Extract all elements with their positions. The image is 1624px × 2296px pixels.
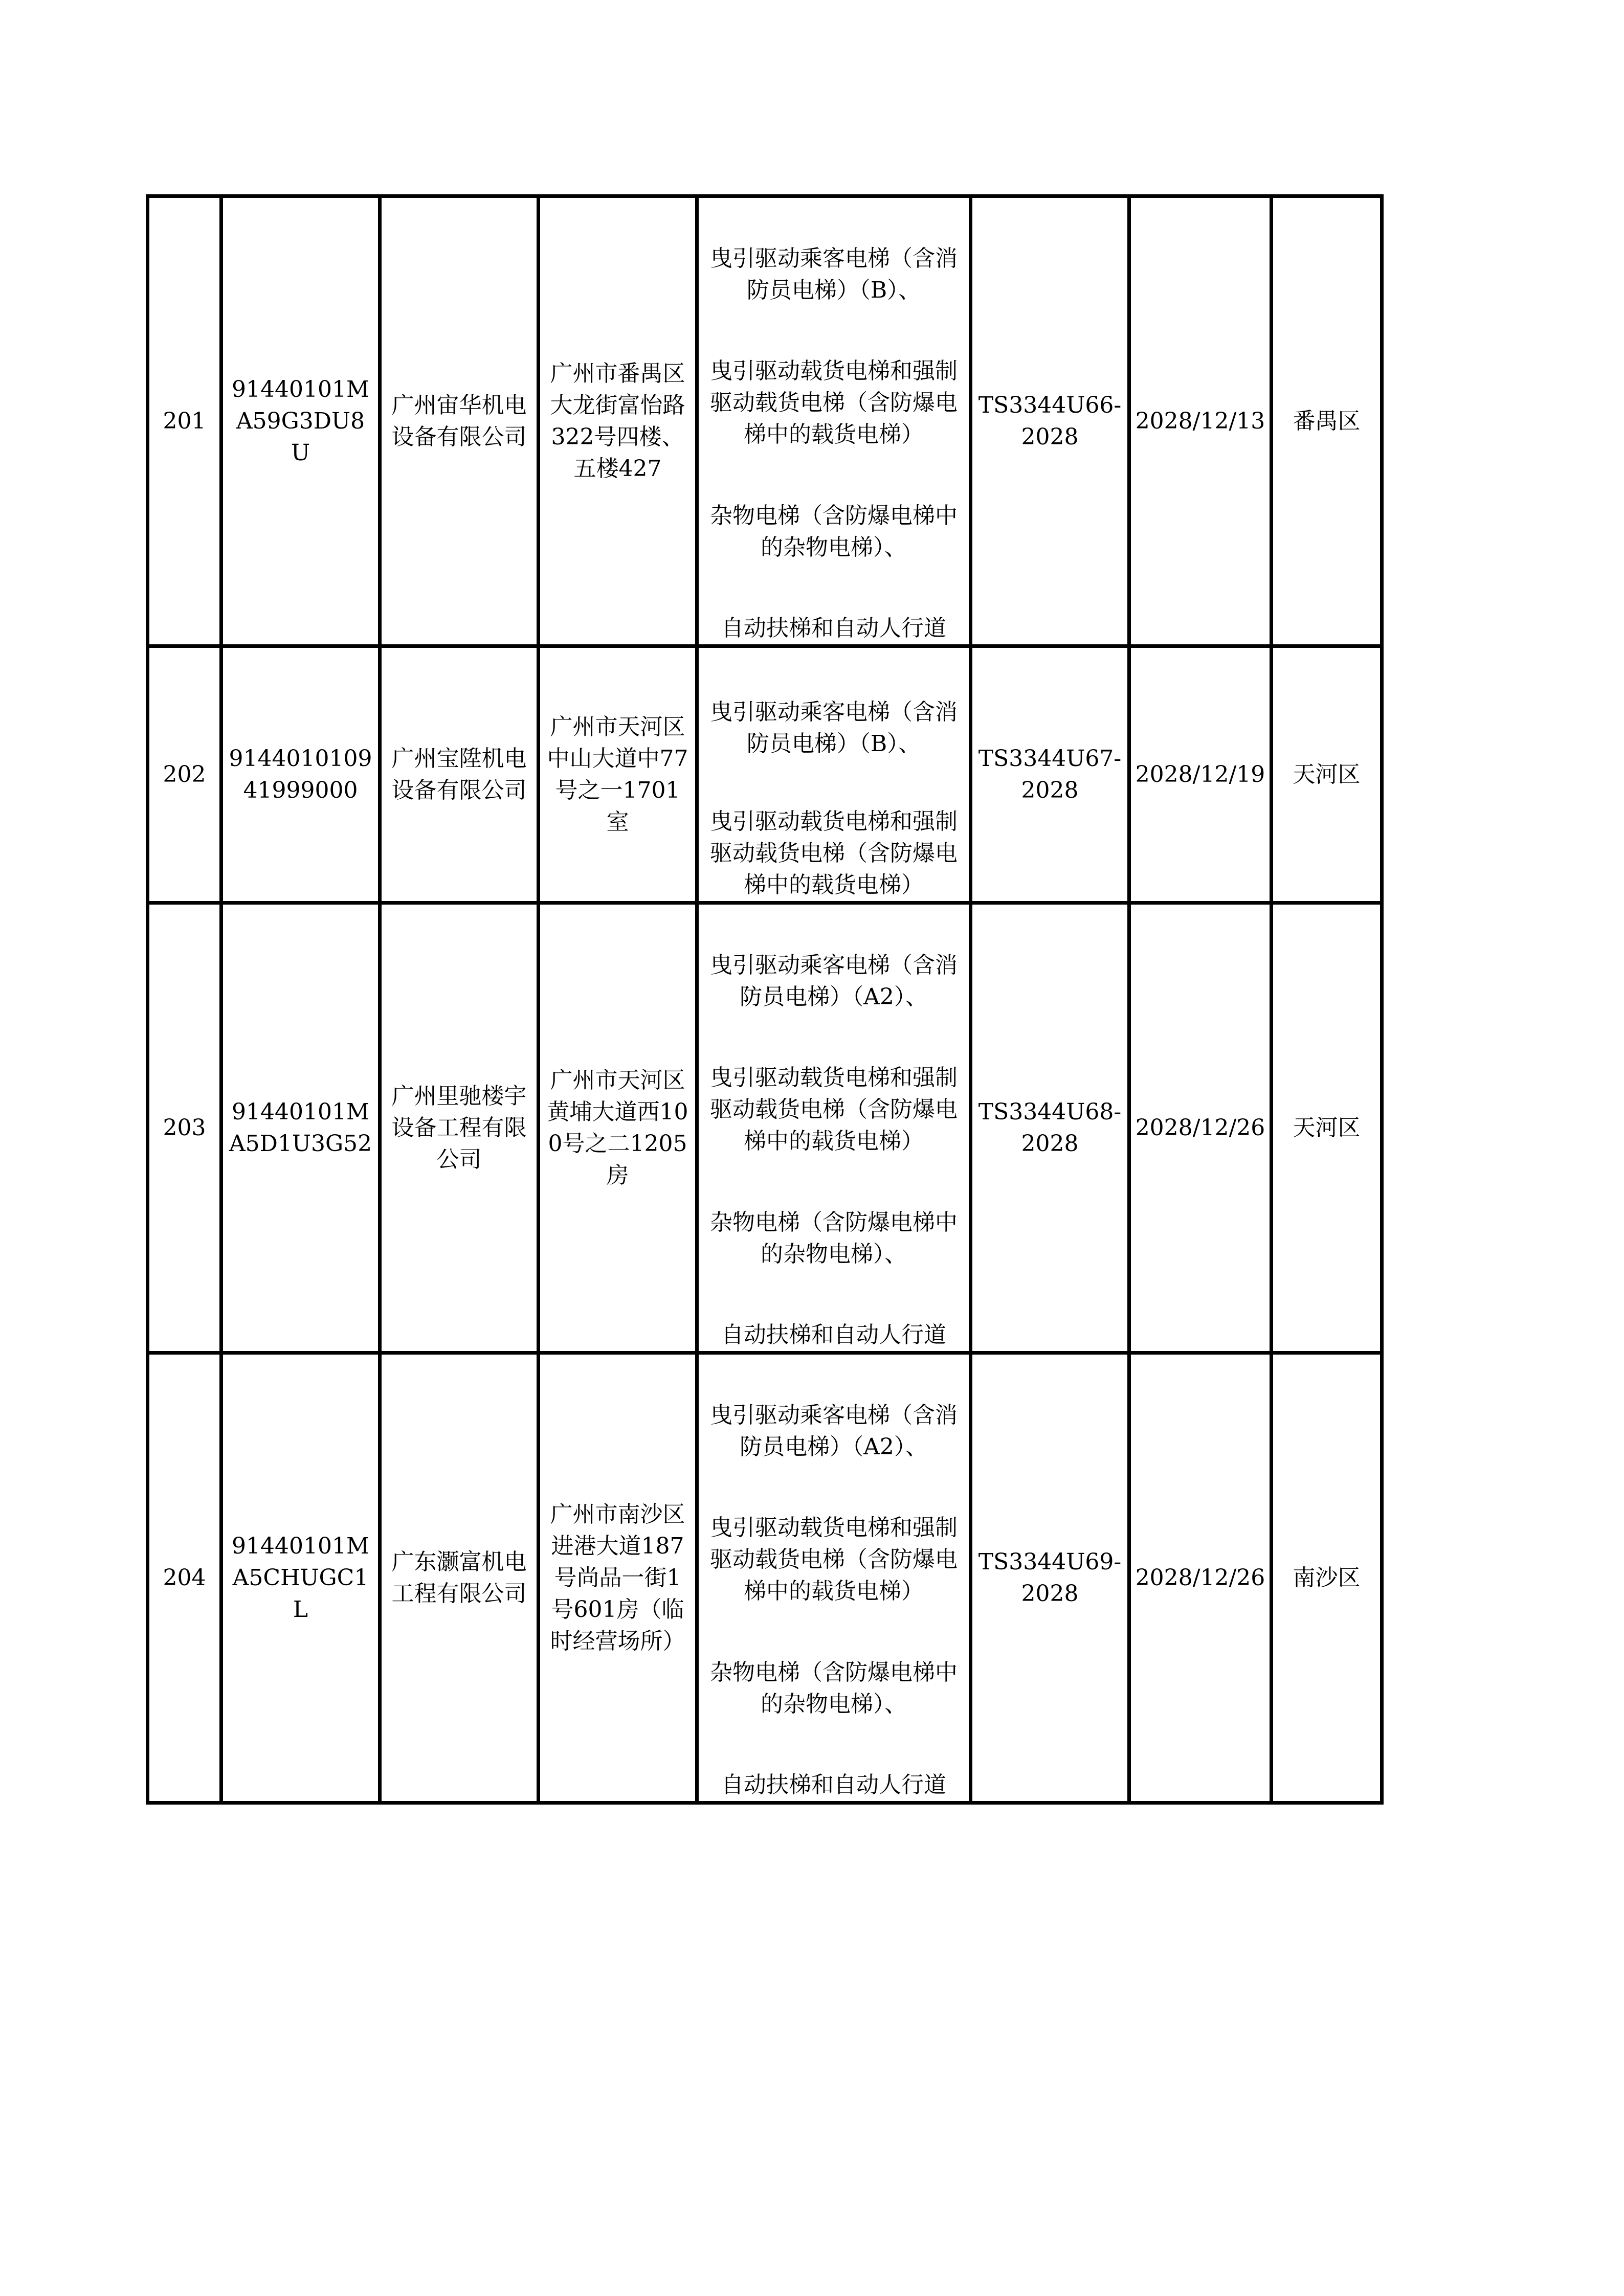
company-name: 广州宙华机电设备有限公司 (380, 196, 539, 646)
credit-code: 91440101MA59G3DU8U (221, 196, 380, 646)
license-scope (697, 646, 971, 903)
table-row (148, 903, 1382, 1353)
license-scope (697, 903, 971, 1353)
scope-item: 曳引驱动乘客电梯（含消防员电梯）（B）、 (710, 699, 958, 757)
expiry-date: 2028/12/26 (1129, 1353, 1272, 1803)
certificate-number: TS3344U68-2028 (971, 903, 1129, 1353)
scope-item: 杂物电梯（含防爆电梯中的杂物电梯）、 (710, 502, 958, 560)
scope-item: 曳引驱动载货电梯和强制驱动载货电梯（含防爆电梯中的载货电梯） (710, 808, 958, 898)
row-number: 201 (148, 196, 221, 646)
scope-item: 自动扶梯和自动人行道 (721, 1321, 946, 1348)
scope-item: 曳引驱动载货电梯和强制驱动载货电梯（含防爆电梯中的载货电梯） (710, 1515, 958, 1605)
table-row (148, 196, 1382, 646)
expiry-date: 2028/12/26 (1129, 903, 1272, 1353)
credit-code: 91440101MA5CHUGC1L (221, 1353, 380, 1803)
certificate-number: TS3344U67-2028 (971, 646, 1129, 903)
scope-item: 曳引驱动乘客电梯（含消防员电梯）（A2）、 (710, 1402, 958, 1460)
district: 番禺区 (1272, 196, 1382, 646)
credit-code: 91440101MA5D1U3G52 (221, 903, 380, 1353)
scope-item: 自动扶梯和自动人行道 (721, 615, 946, 641)
expiry-date: 2028/12/19 (1129, 646, 1272, 903)
scope-item: 曳引驱动乘客电梯（含消防员电梯）（B）、 (710, 245, 958, 303)
company-name: 广州里驰楼宇设备工程有限公司 (380, 903, 539, 1353)
company-name: 广州宝陞机电设备有限公司 (380, 646, 539, 903)
certificate-number: TS3344U66-2028 (971, 196, 1129, 646)
company-address: 广州市番禺区大龙街富怡路322号四楼、五楼427 (539, 196, 697, 646)
company-address: 广州市天河区中山大道中77号之一1701室 (539, 646, 697, 903)
scope-item: 曳引驱动乘客电梯（含消防员电梯）（A2）、 (710, 952, 958, 1010)
certificate-number: TS3344U69-2028 (971, 1353, 1129, 1803)
company-address: 广州市南沙区进港大道187号尚品一街1号601房（临时经营场所） (539, 1353, 697, 1803)
scope-item: 杂物电梯（含防爆电梯中的杂物电梯）、 (710, 1209, 958, 1267)
scope-item: 杂物电梯（含防爆电梯中的杂物电梯）、 (710, 1659, 958, 1717)
company-name: 广东灏富机电工程有限公司 (380, 1353, 539, 1803)
row-number: 204 (148, 1353, 221, 1803)
expiry-date: 2028/12/13 (1129, 196, 1272, 646)
district: 天河区 (1272, 903, 1382, 1353)
license-table (146, 194, 1384, 1805)
row-number: 203 (148, 903, 221, 1353)
table-row (148, 1353, 1382, 1803)
license-scope (697, 196, 971, 646)
row-number: 202 (148, 646, 221, 903)
scope-item: 曳引驱动载货电梯和强制驱动载货电梯（含防爆电梯中的载货电梯） (710, 358, 958, 448)
company-address: 广州市天河区黄埔大道西100号之二1205房 (539, 903, 697, 1353)
district: 天河区 (1272, 646, 1382, 903)
credit-code: 914401010941999000 (221, 646, 380, 903)
scope-item: 曳引驱动载货电梯和强制驱动载货电梯（含防爆电梯中的载货电梯） (710, 1065, 958, 1155)
table-row (148, 646, 1382, 903)
scope-item: 自动扶梯和自动人行道 (721, 1771, 946, 1798)
license-scope (697, 1353, 971, 1803)
district: 南沙区 (1272, 1353, 1382, 1803)
